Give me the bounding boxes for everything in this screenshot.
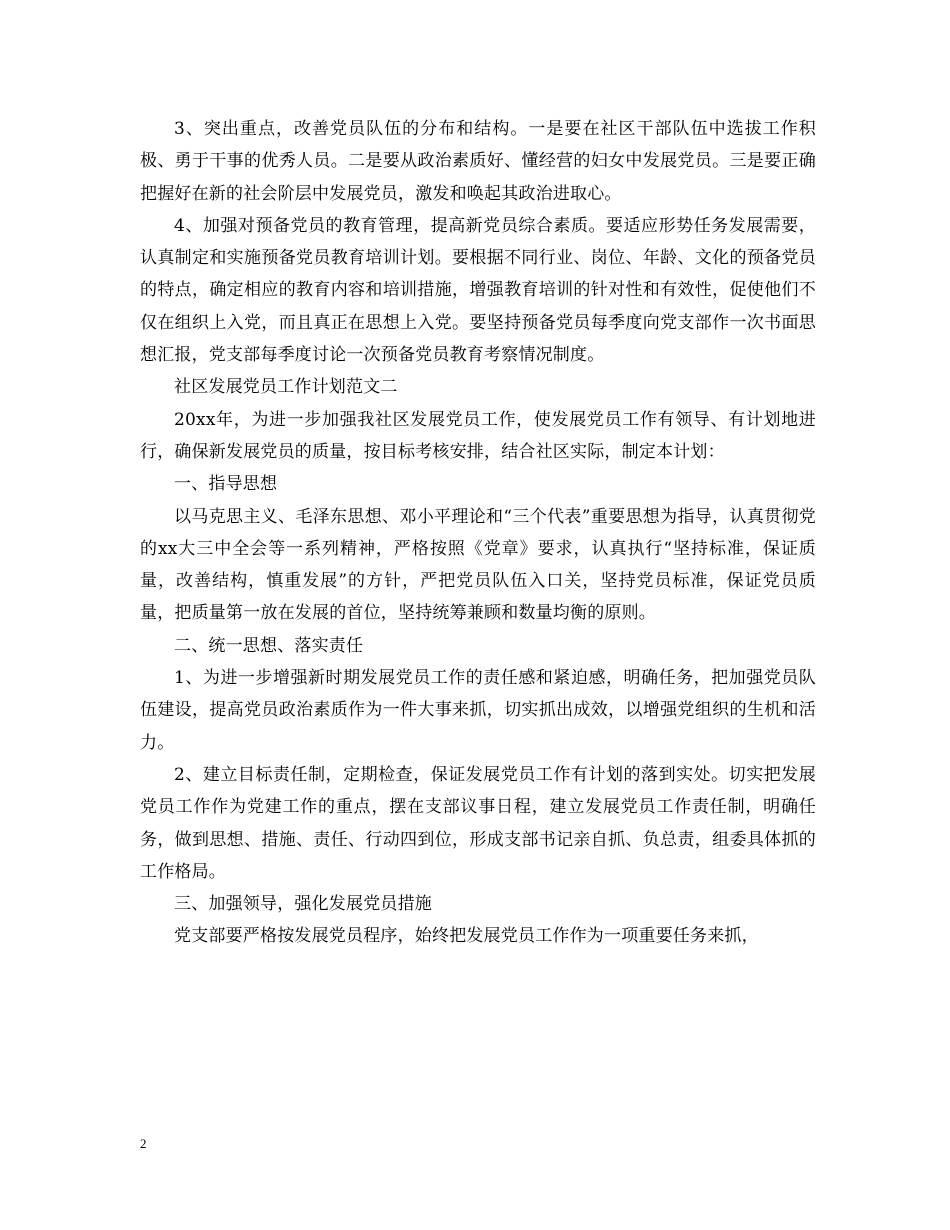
closing-paragraph: 党支部要严格按发展党员程序，始终把发展党员工作作为一项重要任务来抓， — [174, 926, 759, 947]
section-title: 社区发展党员工作计划范文二 — [174, 377, 398, 398]
paragraph-item-1: 1、为进一步增强新时期发展党员工作的责任感和紧迫感，明确任务，把加强党员队伍建设，提高党员政治素质作为一件大事来抓，切实抓出成效，以增强党组织的生机和活力。 — [140, 668, 816, 753]
heading-unify-thinking: 二、统一思想、落实责任 — [174, 635, 364, 656]
heading-strengthen-leadership: 三、加强领导，强化发展党员措施 — [174, 894, 432, 915]
paragraph-item-2: 2、建立目标责任制，定期检查，保证发展党员工作有计划的落到实处。切实把发展党员工作作为党建工作的重点，摆在支部议事日程，建立发展党员工作责任制，明确任务，做到思想、措施、责任、行动四到位，形成支部书记亲自抓、负总责，组委具体抓的工作格局。 — [140, 764, 816, 882]
paragraph-item-4: 4、加强对预备党员的教育管理，提高新党员综合素质。要适应形势任务发展需要，认真制定和实施预备党员教育培训计划。要根据不同行业、岗位、年龄、文化的预备党员的特点，确定相应的教育内容和培训措施，增强教育培训的针对性和有效性，促使他们不仅在组织上入党，而且真正在思想上入党。要坚持预备党员每季度向党支部作一次书面思想汇报，党支部每季度讨论一次预备党员教育考察情况制度。 — [140, 215, 816, 366]
document-body — [140, 113, 816, 953]
heading-guiding-thought: 一、指导思想 — [174, 474, 278, 495]
guiding-thought-paragraph: 以马克思主义、毛泽东思想、邓小平理论和“三个代表”重要思想为指导，认真贯彻党的xx大三中全会等一系列精神，严格按照《党章》要求，认真执行“坚持标准，保证质量，改善结构，慎重发展”的方针，严把党员队伍入口关，坚持党员标准，保证党员质量，把质量第一放在发展的首位，坚持统筹兼顾和数量均衡的原则。 — [140, 506, 816, 624]
page-number: 2 — [140, 1136, 147, 1151]
paragraph-item-3: 3、突出重点，改善党员队伍的分布和结构。一是要在社区干部队伍中选拔工作积极、勇于干事的优秀人员。二是要从政治素质好、懂经营的妇女中发展党员。三是要正确把握好在新的社会阶层中发展党员，激发和唤起其政治进取心。 — [140, 119, 816, 204]
intro-paragraph: 20xx年，为进一步加强我社区发展党员工作，使发展党员工作有领导、有计划地进行，确保新发展党员的质量，按目标考核安排，结合社区实际，制定本计划： — [140, 409, 816, 462]
